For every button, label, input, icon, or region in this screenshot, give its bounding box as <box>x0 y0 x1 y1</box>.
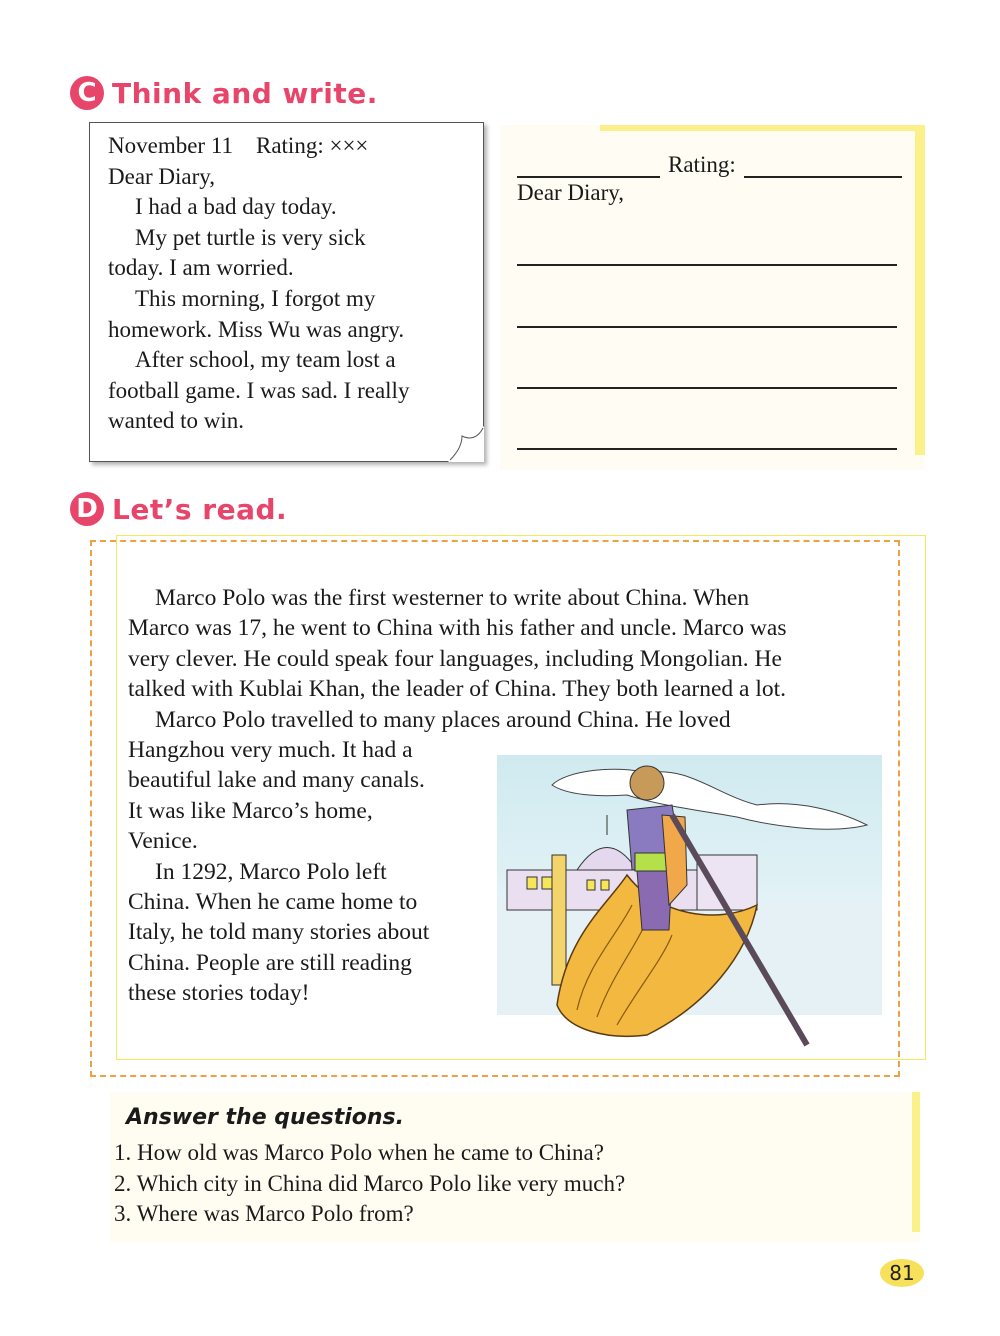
page-curl-icon <box>448 426 484 462</box>
questions-title: Answer the questions. <box>126 1105 405 1130</box>
reading-paragraph-1 <box>128 583 908 735</box>
diary-line: today. I am worried. <box>108 255 294 281</box>
blank-diary-header <box>517 148 902 178</box>
diary-line: football game. I was sad. I really <box>108 377 410 403</box>
reading-line: very clever. He could speak four languages, including Mongolian. He <box>128 645 782 672</box>
diary-line: I had a bad day today. <box>135 194 337 220</box>
section-d-header <box>70 492 287 526</box>
rating-blank-field[interactable] <box>744 148 902 178</box>
section-d-badge: D <box>70 492 104 526</box>
question-item: 1. How old was Marco Polo when he came to China? <box>114 1140 604 1165</box>
diary-date: November 11 <box>108 133 233 158</box>
reading-line: Marco Polo travelled to many places around China. He loved <box>155 706 731 733</box>
blank-diary <box>517 148 902 206</box>
diary-line: My pet turtle is very sick <box>135 224 366 250</box>
reading-line: In 1292, Marco Polo left <box>155 858 387 885</box>
diary-line: wanted to win. <box>108 408 245 434</box>
diary-rating-label: Rating: <box>255 133 324 158</box>
reading-line: China. When he came home to <box>128 889 418 916</box>
writing-line[interactable] <box>517 326 897 328</box>
reading-paragraph-2 <box>128 735 493 1009</box>
reading-line: Venice. <box>128 828 198 855</box>
reading-line: China. People are still reading <box>128 949 412 976</box>
panel-top-edge <box>600 125 920 131</box>
question-item: 3. Where was Marco Polo from? <box>114 1201 414 1226</box>
reading-line: It was like Marco’s home, <box>128 797 373 824</box>
blank-rating-label: Rating: <box>668 152 736 177</box>
writing-line[interactable] <box>517 448 897 450</box>
diary-header-line <box>108 131 469 162</box>
questions-list <box>114 1138 904 1230</box>
page-number: 81 <box>880 1259 924 1287</box>
reading-line: talked with Kublai Khan, the leader of China. They both learned a lot. <box>128 676 787 703</box>
diary-rating-value: ××× <box>329 133 369 158</box>
panel-edge <box>912 1092 920 1232</box>
blank-greeting: Dear Diary, <box>517 180 625 205</box>
gondolier-illustration <box>497 755 882 1053</box>
section-c-badge: C <box>70 76 104 110</box>
reading-line: Marco was 17, he went to China with his father and uncle. Marco was <box>128 615 787 642</box>
reading-line: Marco Polo was the first westerner to write about China. When <box>155 585 750 611</box>
reading-line: Italy, he told many stories about <box>128 919 430 946</box>
diary-line: homework. Miss Wu was angry. <box>108 316 405 342</box>
reading-line: beautiful lake and many canals. <box>128 767 425 794</box>
diary-greeting: Dear Diary, <box>108 163 216 189</box>
panel-edge <box>915 125 925 455</box>
example-diary-note <box>89 122 484 462</box>
reading-line: these stories today! <box>128 980 310 1007</box>
diary-line: This morning, I forgot my <box>135 285 376 311</box>
reading-line: Hangzhou very much. It had a <box>128 737 413 763</box>
question-item: 2. Which city in China did Marco Polo like very much? <box>114 1170 626 1196</box>
section-c-title: Think and write. <box>112 76 378 110</box>
writing-line[interactable] <box>517 387 897 389</box>
writing-line[interactable] <box>517 264 897 266</box>
section-d-title: Let’s read. <box>112 492 288 526</box>
mooring-pole <box>552 855 566 985</box>
section-c-header <box>70 76 378 110</box>
diary-line: After school, my team lost a <box>135 347 396 373</box>
date-blank-field[interactable] <box>517 148 660 178</box>
